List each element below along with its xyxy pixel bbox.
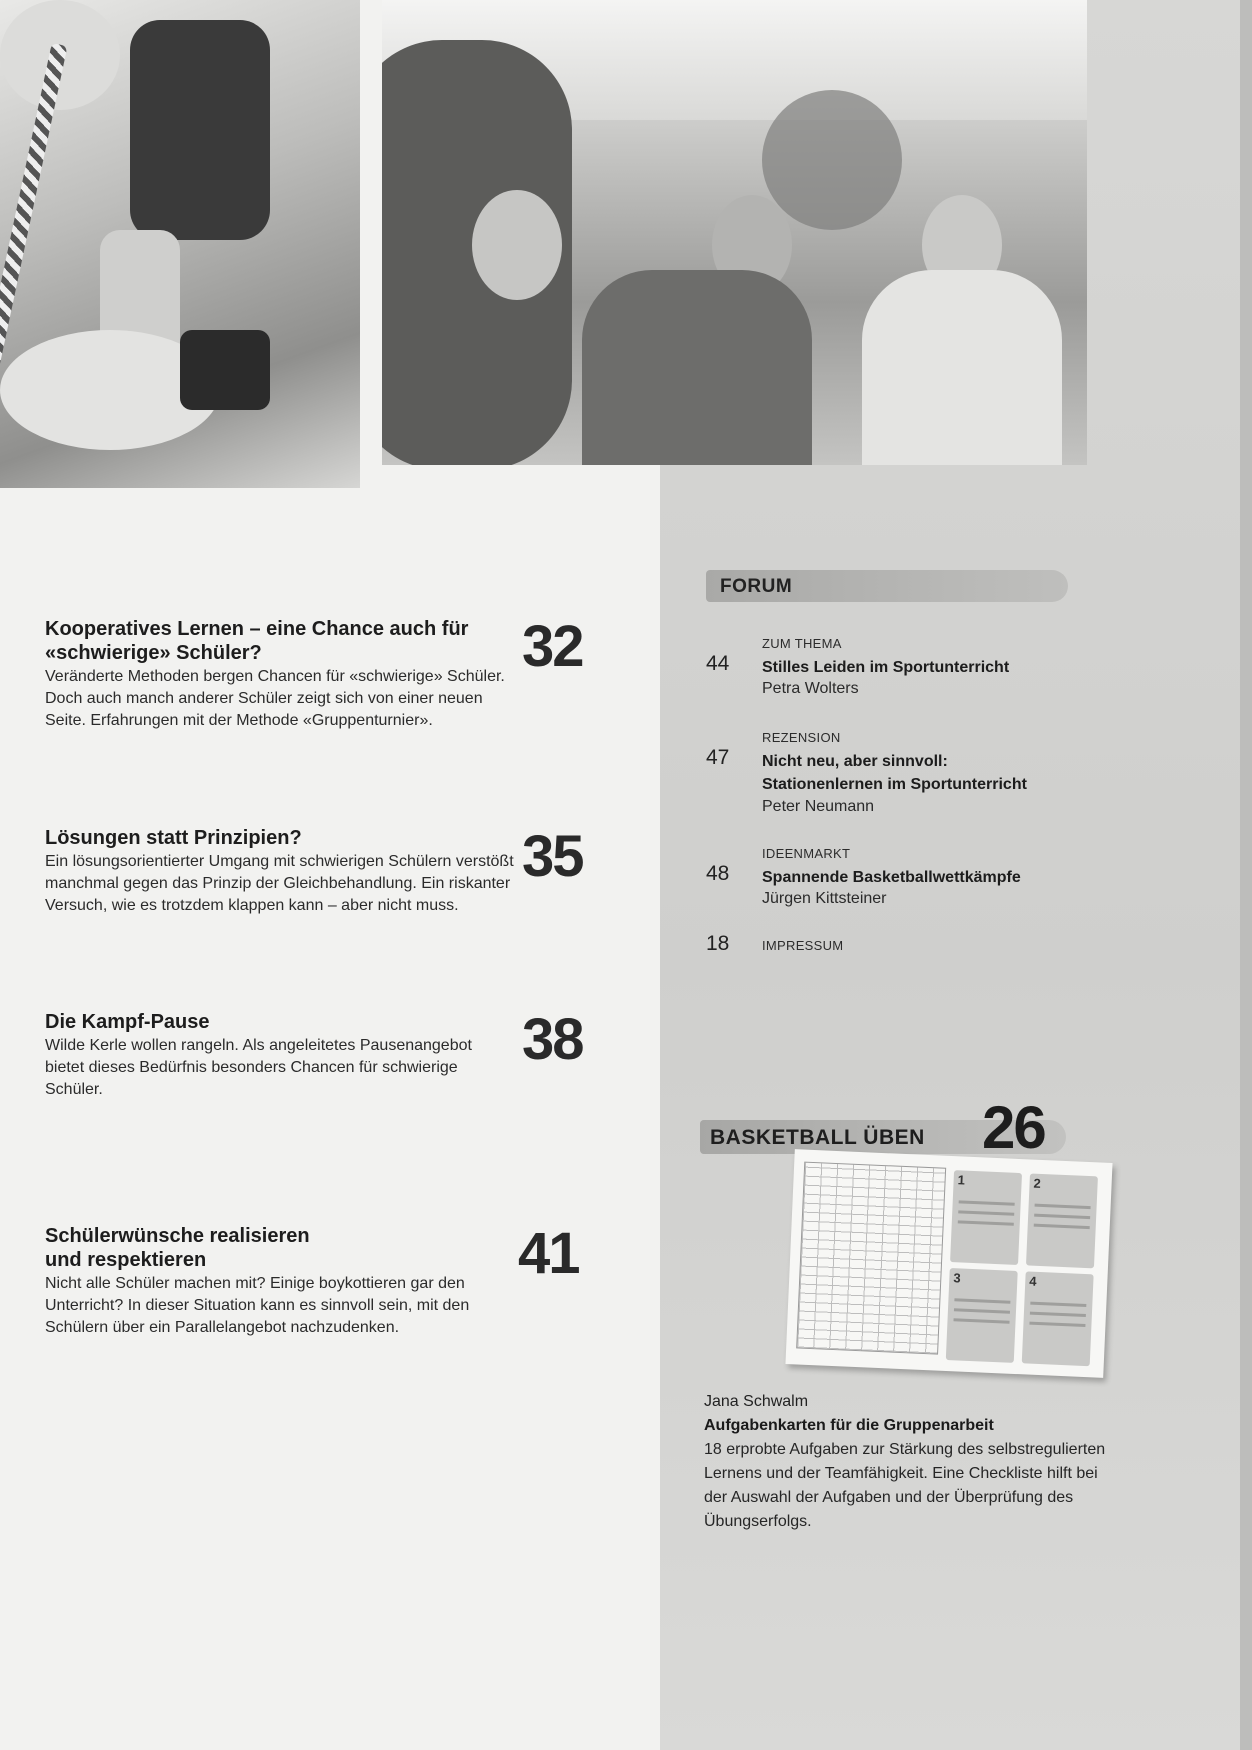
basketball-author: Jana Schwalm (704, 1393, 809, 1410)
article-page-number: 35 (522, 824, 583, 889)
basketball-heading: BASKETBALL ÜBEN (710, 1126, 925, 1149)
entry-category: REZENSION (762, 730, 841, 745)
article-title: Lösungen statt Prinzipien? (45, 827, 302, 849)
photo-students-sitting (382, 0, 1087, 465)
basketball-title: Aufgabenkarten für die Gruppenarbeit (704, 1417, 994, 1434)
article-loesungen[interactable] (45, 826, 515, 917)
article-text: Veränderte Methoden bergen Chancen für «schwierige» Schüler. Doch auch manch anderer Schüler zeigt sich von einer neuen Seite. Erfahrungen mit der Methode «Gruppenturnier». (45, 668, 505, 729)
entry-title: Nicht neu, aber sinnvoll: Stationenlernen im Sportunterricht (762, 753, 1027, 793)
entry-category: IMPRESSUM (762, 938, 844, 953)
article-title: Schülerwünsche realisieren und respektieren (45, 1225, 310, 1271)
article-page-number: 32 (522, 614, 583, 679)
basketball-description: 18 erprobte Aufgaben zur Stärkung des selbstregulierten Lernens und der Teamfähigkeit. Eine Checkliste hilft bei der Auswahl der Aufgaben und der Überprüfung des Übungserfolgs. (704, 1441, 1106, 1530)
article-text: Nicht alle Schüler machen mit? Einige boykottieren gar den Unterricht? In dieser Situation kann es sinnvoll sein, mit den Schülern über ein Parallelangebot nachzudenken. (45, 1275, 470, 1336)
entry-page-number: 47 (706, 746, 730, 769)
task-card: 3 (946, 1268, 1018, 1363)
entry-category: IDEENMARKT (762, 846, 851, 861)
forum-heading: FORUM (720, 576, 793, 597)
task-card: 4 (1022, 1271, 1094, 1366)
task-card: 2 (1026, 1173, 1098, 1268)
entry-page-number: 48 (706, 862, 730, 885)
entry-title: Spannende Basketballwettkämpfe (762, 869, 1021, 886)
task-card: 1 (950, 1170, 1022, 1265)
article-text: Ein lösungsorientierter Umgang mit schwierigen Schülern verstößt manchmal gegen das Prinzip der Gleichbehandlung. Ein riskanter Versuch, wie es trotzdem klappen kann – aber nicht muss. (45, 853, 514, 914)
entry-page-number: 18 (706, 932, 730, 955)
basketball-description-block[interactable] (704, 1390, 1124, 1534)
basketball-page-number: 26 (982, 1094, 1045, 1161)
article-page-number: 38 (522, 1007, 583, 1072)
entry-page-number: 44 (706, 652, 730, 675)
entry-author: Peter Neumann (762, 798, 875, 815)
entry-category: ZUM THEMA (762, 636, 842, 651)
forum-entry[interactable] (706, 932, 1086, 962)
article-kampf-pause[interactable] (45, 1010, 515, 1101)
forum-heading-bar (706, 570, 1068, 602)
photo-climbing-rope (0, 0, 360, 488)
article-schuelerwuensche[interactable] (45, 1224, 495, 1339)
article-text: Wilde Kerle wollen rangeln. Als angeleitetes Pausenangebot bietet dieses Bedürfnis besonders Chancen für schwierige Schüler. (45, 1037, 472, 1098)
checklist-grid (796, 1162, 946, 1355)
entry-author: Petra Wolters (762, 680, 859, 697)
forum-entry[interactable] (706, 846, 1086, 916)
page-edge (1240, 0, 1252, 1750)
article-title: Die Kampf-Pause (45, 1011, 210, 1033)
article-page-number: 41 (518, 1221, 579, 1286)
entry-title: Stilles Leiden im Sportunterricht (762, 659, 1010, 676)
forum-entry[interactable] (706, 730, 1086, 822)
worksheet-image (785, 1149, 1112, 1378)
article-title: Kooperatives Lernen – eine Chance auch für «schwierige» Schüler? (45, 618, 469, 664)
article-kooperatives-lernen[interactable] (45, 617, 515, 732)
forum-entry[interactable] (706, 636, 1086, 706)
entry-author: Jürgen Kittsteiner (762, 890, 887, 907)
